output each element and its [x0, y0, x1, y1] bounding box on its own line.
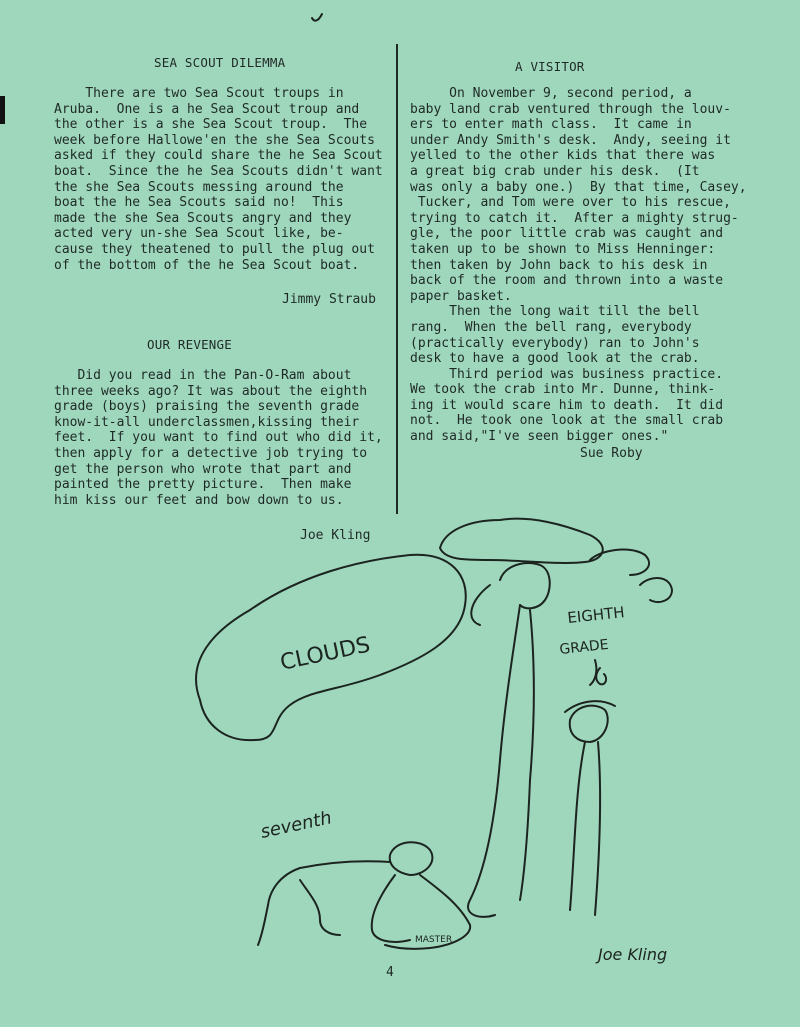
text-line: week before Hallowe'en the she Sea Scouts: [54, 132, 375, 148]
eighth-label: EIGHTH: [566, 603, 626, 627]
text-line: Did you read in the Pan-O-Ram about: [54, 368, 352, 383]
speech-bubble: [440, 519, 603, 563]
text-line: and said,"I've seen bigger ones.": [410, 429, 669, 445]
text-line: the other is a she Sea Scout troup. The: [54, 117, 368, 133]
text-line: taken up to be shown to Miss Henninger:: [410, 241, 716, 257]
text-line: was only a baby one.) By that time, Casey,: [410, 179, 747, 195]
master-label: MASTER: [415, 935, 453, 945]
text-line: trying to catch it. After a mighty strug-: [410, 210, 739, 226]
text-line: cause they theatened to pull the plug out: [54, 241, 375, 257]
text-line: feet. If you want to find out who did it,: [54, 430, 383, 446]
text-line: On November 9, second period, a: [410, 86, 692, 101]
clouds-label: CLOUDS: [278, 632, 373, 676]
text-line: of the bottom of the he Sea Scout boat.: [54, 257, 360, 273]
text-line: asked if they could share the he Sea Scout: [54, 148, 383, 164]
standing-figure: [570, 706, 608, 742]
text-line: (practically everybody) ran to John's: [410, 335, 700, 351]
text-line: Tucker, and Tom were over to his rescue,: [410, 195, 731, 211]
text-line: ers to enter math class. It came in: [410, 117, 692, 133]
text-line: Aruba. One is a he Sea Scout troup and: [54, 101, 360, 117]
text-line: Third period was business practice.: [410, 366, 724, 382]
text-line: gle, the poor little crab was caught and: [410, 226, 724, 242]
text-line: made the she Sea Scouts angry and they: [54, 210, 352, 226]
text-line: Then the long wait till the bell: [410, 304, 700, 320]
text-line: grade (boys) praising the seventh grade: [54, 399, 360, 415]
text-line: painted the pretty picture. Then make: [54, 477, 352, 493]
text-line: desk to have a good look at the crab.: [410, 351, 700, 367]
text-line: boat the he Sea Scouts said no! This: [54, 195, 344, 211]
author-jimmy-straub: Jimmy Straub: [282, 292, 376, 307]
text-line: paper basket.: [410, 288, 512, 304]
page-number: 4: [386, 965, 394, 980]
text-line: a great big crab under his desk. (It: [410, 163, 700, 179]
story-title-sea-scout-dilemma: SEA SCOUT DILEMMA: [154, 55, 286, 70]
author-sue-roby: Sue Roby: [580, 446, 643, 461]
text-line: back of the room and thrown into a waste: [410, 273, 724, 289]
text-line: him kiss our feet and bow down to us.: [54, 492, 344, 508]
artist-signature: Joe Kling: [598, 945, 668, 964]
text-line: under Andy Smith's desk. Andy, seeing it: [410, 132, 731, 148]
text-line: not. He took one look at the small crab: [410, 413, 724, 429]
text-line: three weeks ago? It was about the eighth: [54, 383, 368, 399]
author-joe-kling: Joe Kling: [300, 528, 371, 543]
eighth-grader-figure: [500, 563, 550, 608]
text-line: We took the crab into Mr. Dunne, think-: [410, 382, 716, 398]
grade-label: GRADE: [558, 636, 610, 658]
text-line: the she Sea Scouts messing around the: [54, 179, 344, 195]
text-line: ing it would scare him to death. It did: [410, 397, 724, 413]
story-title-our-revenge: OUR REVENGE: [147, 337, 232, 352]
text-line: acted very un-she Sea Scout like, be-: [54, 226, 344, 242]
text-line: then apply for a detective job trying to: [54, 445, 368, 461]
kneeling-figure: [390, 842, 433, 875]
text-line: yelled to the other kids that there was: [410, 148, 716, 164]
text-line: get the person who wrote that part and: [54, 461, 352, 477]
text-line: baby land crab ventured through the louv-: [410, 101, 731, 117]
text-line: rang. When the bell rang, everybody: [410, 319, 692, 335]
seventh-label: seventh: [258, 807, 334, 843]
text-line: boat. Since the he Sea Scouts didn't want: [54, 163, 383, 179]
text-line: then taken by John back to his desk in: [410, 257, 708, 273]
story-title-a-visitor: A VISITOR: [515, 59, 585, 74]
text-line: know-it-all underclassmen,kissing their: [54, 414, 360, 430]
text-line: There are two Sea Scout troups in: [54, 86, 344, 101]
